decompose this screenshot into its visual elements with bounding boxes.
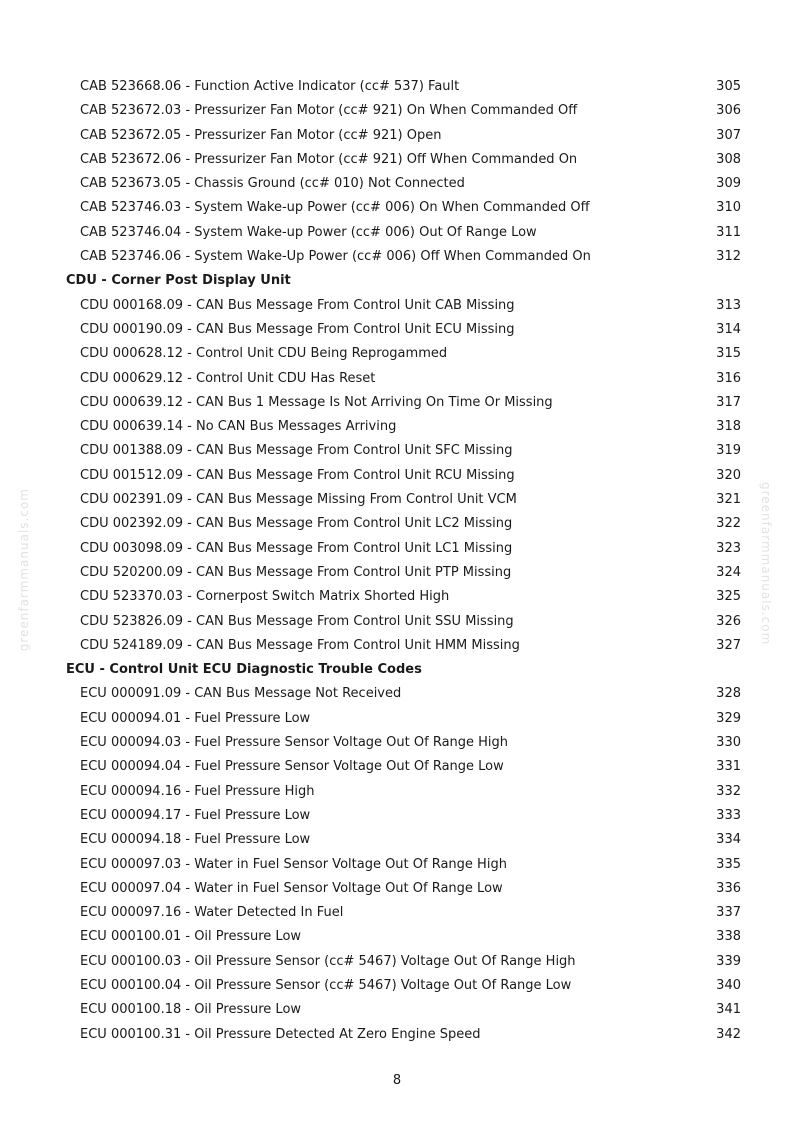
- entry-page-number: 340: [716, 977, 741, 993]
- entry-title: CDU 000639.12 - CAN Bus 1 Message Is Not Arriving On Time Or Missing: [80, 394, 553, 410]
- entry-page-number: 315: [716, 346, 741, 362]
- toc-entry[interactable]: [0, 148, 794, 172]
- toc-entry[interactable]: [0, 488, 794, 512]
- entry-page-number: 335: [716, 856, 741, 872]
- entry-title: ECU 000094.17 - Fuel Pressure Low: [80, 807, 311, 823]
- toc-section-heading: [0, 658, 794, 682]
- entry-page-number: 324: [716, 564, 741, 580]
- entry-title: ECU 000100.31 - Oil Pressure Detected At Zero Engine Speed: [80, 1026, 481, 1042]
- entry-page-number: 339: [716, 953, 741, 969]
- toc-entry[interactable]: [0, 391, 794, 415]
- entry-title: CDU 001388.09 - CAN Bus Message From Control Unit SFC Missing: [80, 443, 513, 459]
- entry-title: ECU 000100.03 - Oil Pressure Sensor (cc# 5467) Voltage Out Of Range High: [80, 953, 576, 969]
- toc-entry[interactable]: [0, 610, 794, 634]
- entry-page-number: 326: [716, 613, 741, 629]
- entry-title: CAB 523673.05 - Chassis Ground (cc# 010) Not Connected: [80, 176, 465, 192]
- entry-title: ECU 000094.04 - Fuel Pressure Sensor Voltage Out Of Range Low: [80, 759, 504, 775]
- toc-entry[interactable]: [0, 318, 794, 342]
- entry-title: CDU 002392.09 - CAN Bus Message From Control Unit LC2 Missing: [80, 516, 513, 532]
- entry-title: CDU 523370.03 - Cornerpost Switch Matrix Shorted High: [80, 589, 450, 605]
- section-title: CDU - Corner Post Display Unit: [66, 273, 291, 289]
- entry-title: ECU 000094.16 - Fuel Pressure High: [80, 783, 315, 799]
- entry-title: ECU 000094.03 - Fuel Pressure Sensor Voltage Out Of Range High: [80, 735, 509, 751]
- entry-title: CDU 001512.09 - CAN Bus Message From Control Unit RCU Missing: [80, 467, 515, 483]
- toc-entry[interactable]: [0, 804, 794, 828]
- entry-page-number: 338: [716, 929, 741, 945]
- entry-title: CDU 000168.09 - CAN Bus Message From Control Unit CAB Missing: [80, 297, 515, 313]
- entry-page-number: 312: [716, 249, 741, 265]
- entry-page-number: 325: [716, 589, 741, 605]
- toc-entry[interactable]: [0, 585, 794, 609]
- toc-entry[interactable]: [0, 731, 794, 755]
- entry-page-number: 330: [716, 735, 741, 751]
- entry-page-number: 313: [716, 297, 741, 313]
- entry-title: ECU 000094.01 - Fuel Pressure Low: [80, 710, 311, 726]
- toc-entry[interactable]: [0, 780, 794, 804]
- entry-title: CDU 523826.09 - CAN Bus Message From Control Unit SSU Missing: [80, 613, 514, 629]
- entry-page-number: 310: [716, 200, 741, 216]
- toc-entry[interactable]: [0, 75, 794, 99]
- entry-title: CDU 000190.09 - CAN Bus Message From Control Unit ECU Missing: [80, 321, 515, 337]
- entry-page-number: 317: [716, 394, 741, 410]
- entry-page-number: 337: [716, 905, 741, 921]
- section-title: ECU - Control Unit ECU Diagnostic Trouble Codes: [66, 662, 422, 678]
- entry-title: ECU 000100.01 - Oil Pressure Low: [80, 929, 302, 945]
- entry-page-number: 331: [716, 759, 741, 775]
- entry-title: CDU 000628.12 - Control Unit CDU Being Reprogammed: [80, 346, 448, 362]
- entry-page-number: 305: [716, 79, 741, 94]
- entry-page-number: 306: [716, 103, 741, 119]
- toc-entry[interactable]: [0, 196, 794, 220]
- toc-section-heading: [0, 269, 794, 293]
- entry-page-number: 314: [716, 321, 741, 337]
- entry-page-number: 332: [716, 783, 741, 799]
- table-of-contents: [0, 75, 794, 1047]
- entry-page-number: 309: [716, 176, 741, 192]
- entry-page-number: 333: [716, 807, 741, 823]
- toc-entry[interactable]: [0, 925, 794, 949]
- toc-entry[interactable]: [0, 512, 794, 536]
- toc-entry[interactable]: [0, 464, 794, 488]
- entry-page-number: 319: [716, 443, 741, 459]
- entry-page-number: 336: [716, 880, 741, 896]
- entry-title: CDU 003098.09 - CAN Bus Message From Control Unit LC1 Missing: [80, 540, 513, 556]
- toc-entry[interactable]: [0, 221, 794, 245]
- page-number: 8: [392, 1073, 402, 1088]
- toc-entry[interactable]: [0, 682, 794, 706]
- toc-entry[interactable]: [0, 172, 794, 196]
- toc-entry[interactable]: [0, 974, 794, 998]
- entry-title: CDU 524189.09 - CAN Bus Message From Control Unit HMM Missing: [80, 637, 520, 653]
- entry-page-number: 322: [716, 516, 741, 532]
- entry-title: ECU 000094.18 - Fuel Pressure Low: [80, 832, 311, 848]
- entry-page-number: 327: [716, 637, 741, 653]
- entry-title: ECU 000097.03 - Water in Fuel Sensor Voltage Out Of Range High: [80, 856, 507, 872]
- toc-entry[interactable]: [0, 853, 794, 877]
- entry-title: CAB 523746.03 - System Wake-up Power (cc# 006) On When Commanded Off: [80, 200, 590, 216]
- entry-page-number: 316: [716, 370, 741, 386]
- entry-page-number: 323: [716, 540, 741, 556]
- entry-title: CDU 000639.14 - No CAN Bus Messages Arriving: [80, 419, 397, 435]
- entry-page-number: 329: [716, 710, 741, 726]
- entry-title: CAB 523746.04 - System Wake-up Power (cc# 006) Out Of Range Low: [80, 224, 537, 240]
- entry-page-number: 334: [716, 832, 741, 848]
- entry-page-number: 321: [716, 492, 741, 508]
- toc-entry[interactable]: [0, 415, 794, 439]
- entry-title: CAB 523672.03 - Pressurizer Fan Motor (cc# 921) On When Commanded Off: [80, 103, 578, 119]
- toc-entry[interactable]: [0, 537, 794, 561]
- entry-title: ECU 000100.04 - Oil Pressure Sensor (cc# 5467) Voltage Out Of Range Low: [80, 977, 572, 993]
- toc-entry[interactable]: [0, 877, 794, 901]
- entry-title: CAB 523672.06 - Pressurizer Fan Motor (cc# 921) Off When Commanded On: [80, 151, 578, 167]
- toc-entry[interactable]: [0, 561, 794, 585]
- toc-entry[interactable]: [0, 634, 794, 658]
- watermark-right: greenfarmmanuals.com: [759, 482, 773, 646]
- toc-entry[interactable]: [0, 439, 794, 463]
- entry-page-number: 308: [716, 151, 741, 167]
- entry-page-number: 341: [716, 1002, 741, 1018]
- entry-page-number: 342: [716, 1026, 741, 1042]
- toc-entry[interactable]: [0, 755, 794, 779]
- toc-entry[interactable]: [0, 294, 794, 318]
- entry-title: ECU 000097.04 - Water in Fuel Sensor Voltage Out Of Range Low: [80, 880, 503, 896]
- entry-title: CDU 520200.09 - CAN Bus Message From Control Unit PTP Missing: [80, 564, 512, 580]
- toc-entry[interactable]: [0, 342, 794, 366]
- toc-entry[interactable]: [0, 950, 794, 974]
- entry-page-number: 307: [716, 127, 741, 143]
- entry-title: CAB 523668.06 - Function Active Indicator (cc# 537) Fault: [80, 79, 460, 94]
- toc-entry[interactable]: [0, 124, 794, 148]
- entry-title: ECU 000100.18 - Oil Pressure Low: [80, 1002, 302, 1018]
- entry-page-number: 328: [716, 686, 741, 702]
- entry-title: ECU 000091.09 - CAN Bus Message Not Received: [80, 686, 402, 702]
- toc-entry[interactable]: [0, 998, 794, 1022]
- entry-page-number: 318: [716, 419, 741, 435]
- entry-page-number: 320: [716, 467, 741, 483]
- entry-title: CDU 002391.09 - CAN Bus Message Missing From Control Unit VCM: [80, 492, 517, 508]
- toc-entry[interactable]: [0, 1023, 794, 1047]
- toc-entry[interactable]: [0, 367, 794, 391]
- toc-entry[interactable]: [0, 245, 794, 269]
- toc-entry[interactable]: [0, 901, 794, 925]
- toc-entry[interactable]: [0, 99, 794, 123]
- entry-title: CAB 523672.05 - Pressurizer Fan Motor (cc# 921) Open: [80, 127, 442, 143]
- entry-title: ECU 000097.16 - Water Detected In Fuel: [80, 905, 344, 921]
- toc-entry[interactable]: [0, 707, 794, 731]
- entry-title: CAB 523746.06 - System Wake-Up Power (cc# 006) Off When Commanded On: [80, 249, 591, 265]
- entry-page-number: 311: [716, 224, 741, 240]
- entry-title: CDU 000629.12 - Control Unit CDU Has Reset: [80, 370, 376, 386]
- toc-entry[interactable]: [0, 828, 794, 852]
- watermark-left: greenfarmmanuals.com: [17, 488, 31, 652]
